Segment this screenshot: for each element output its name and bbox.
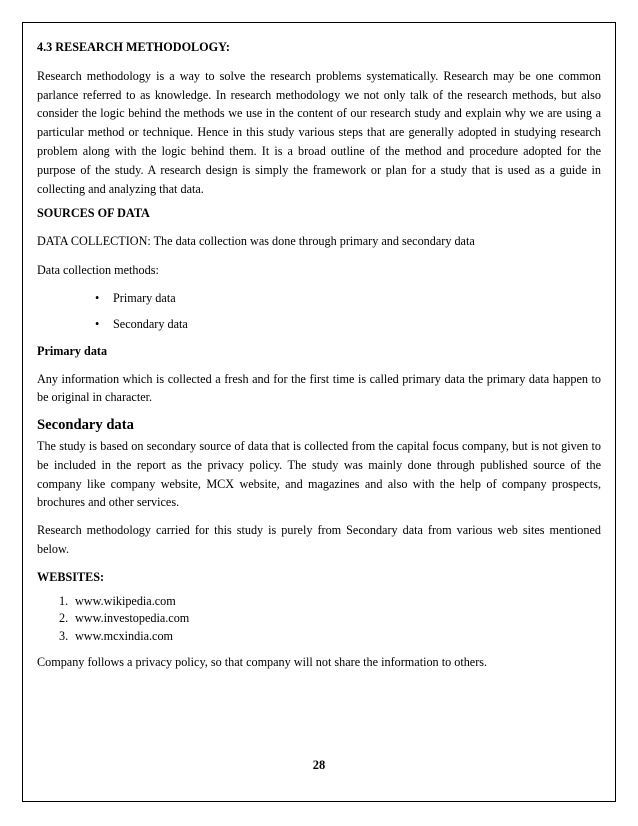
carried-paragraph: Research methodology carried for this study is purely from Secondary data from various web sites mentioned below. <box>37 523 601 556</box>
method-secondary: Secondary data <box>113 316 188 331</box>
list-item <box>37 288 601 314</box>
website-link[interactable]: www.wikipedia.com <box>75 593 176 608</box>
methods-list <box>37 288 601 340</box>
methods-label: Data collection methods: <box>37 262 159 277</box>
page-number: 28 <box>312 758 326 772</box>
primary-heading: Primary data <box>37 343 108 358</box>
websites-list <box>37 593 601 646</box>
list-item <box>37 610 601 628</box>
list-item <box>37 593 601 611</box>
list-number: 2. <box>59 611 69 626</box>
secondary-heading: Secondary data <box>37 417 134 434</box>
website-link[interactable]: www.investopedia.com <box>75 611 190 626</box>
list-number: 3. <box>59 628 69 643</box>
method-primary: Primary data <box>113 290 176 305</box>
bullet-icon: • <box>95 316 100 331</box>
list-item <box>37 628 601 646</box>
page-content <box>37 38 601 672</box>
primary-paragraph: Any information which is collected a fresh and for the first time is called primary data the primary data happen to be original in character. <box>37 371 601 405</box>
list-item <box>37 314 601 340</box>
website-link[interactable]: www.mcxindia.com <box>75 628 174 643</box>
secondary-paragraph: The study is based on secondary source of data that is collected from the capital focus company, but is not given to be included in the report as the privacy policy. The study was mainly done through published source of the company like company website, MCX website, and magazines and also with the help of company prospects, brochures and other services. <box>37 438 601 510</box>
privacy-line: Company follows a privacy policy, so that company will not share the information to others. <box>37 655 488 670</box>
sources-heading: SOURCES OF DATA <box>37 206 150 221</box>
list-number: 1. <box>59 593 69 608</box>
section-heading: 4.3 RESEARCH METHODOLOGY: <box>37 40 230 54</box>
bullet-icon: • <box>95 290 100 305</box>
websites-heading: WEBSITES: <box>37 569 105 584</box>
data-collection-line: DATA COLLECTION: The data collection was done through primary and secondary data <box>37 234 475 249</box>
intro-paragraph: Research methodology is a way to solve the research problems systematically. Research may be one common parlance referred to as knowledge. In research methodology we not only talk of the research methods, but also consider the logic behind the methods we use in the content of our research study and explain why we are using a particular method or technique. Hence in this study various steps that are generally adopted in studying research problem along with the logic behind them. It is a broad outline of the method and procedure adopted for the purpose of the study. A research design is simply the framework or plan for a study that is used as a guide in collecting and analyzing that data. <box>37 68 601 196</box>
